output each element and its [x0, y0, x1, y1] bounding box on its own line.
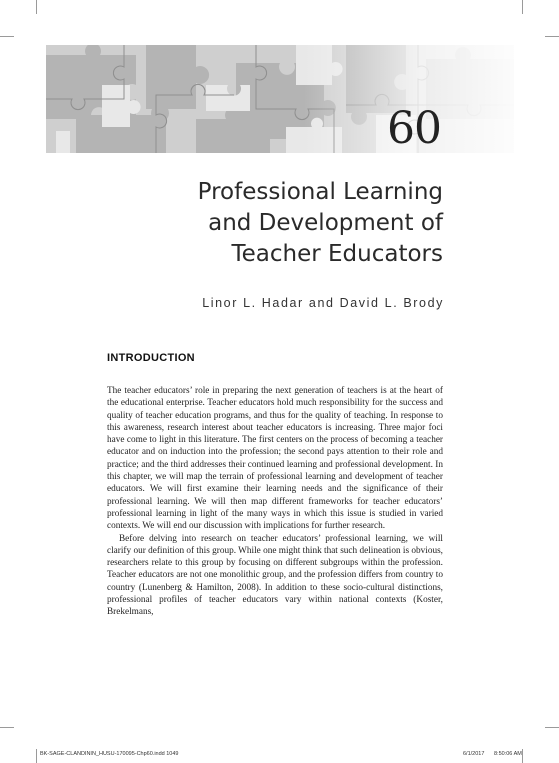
crop-mark-left-lower: [0, 727, 14, 728]
crop-mark-bottom-left: [36, 749, 37, 763]
crop-mark-bottom-right: [522, 749, 523, 763]
chapter-title-line-1: Professional Learning: [197, 179, 443, 205]
crop-mark-right-upper: [545, 36, 559, 37]
chapter-banner-puzzle-image: [46, 45, 514, 153]
paragraph: The teacher educators’ role in preparing the next generation of teachers is at the heart of the educational enterprise. Teacher educators hold much responsibility for the success and quality of teacher education programs, and thus for the quality of teaching. In response to this awareness, research interest about teacher educators is increasing. Three major foci have come to light in this literature. The first centers on the process of becoming a teacher educator and on induction into the profession; the second pays attention to their role and practice; and the third addresses their continued learning and professional development. In this chapter, we will map the terrain of professional learning and development of teacher educators. We will first examine their learning needs and the significance of their professional learning. We will then map different frameworks for teacher educators’ professional learning in light of the many ways in which this issue is studied in varied contexts. We will end our discussion with implications for further research.: [107, 386, 443, 532]
slug-file-name: BK-SAGE-CLANDININ_HUSU-170095-Chp60.indd 1049: [40, 751, 179, 757]
chapter-number: 60: [387, 103, 441, 154]
chapter-title-line-3: Teacher Educators: [231, 241, 443, 267]
crop-mark-top-right: [522, 0, 523, 14]
crop-mark-top-left: [36, 0, 37, 14]
crop-mark-right-lower: [545, 727, 559, 728]
chapter-title: [113, 177, 443, 270]
chapter-authors: Linor L. Hadar and David L. Brody: [202, 296, 444, 310]
section-heading: INTRODUCTION: [107, 352, 195, 364]
slug-date: 6/1/2017: [463, 751, 485, 757]
paragraph: Before delving into research on teacher educators’ professional learning, we will clarify our definition of this group. While one might think that such delineation is obvious, researchers relate to this group by focusing on different subgroups within the profession. Teacher educators are not one monolithic group, and the profession differs from country to country (Lunenberg & Hamilton, 2008). In addition to these socio-cultural distinctions, professional profiles of teacher educators vary within national contexts (Koster, Brekelmans,: [107, 533, 443, 618]
body-text: [107, 385, 443, 619]
slug-time: 8:50:06 AM: [494, 751, 522, 757]
chapter-title-line-2: and Development of: [208, 210, 443, 236]
crop-mark-left-upper: [0, 36, 14, 37]
